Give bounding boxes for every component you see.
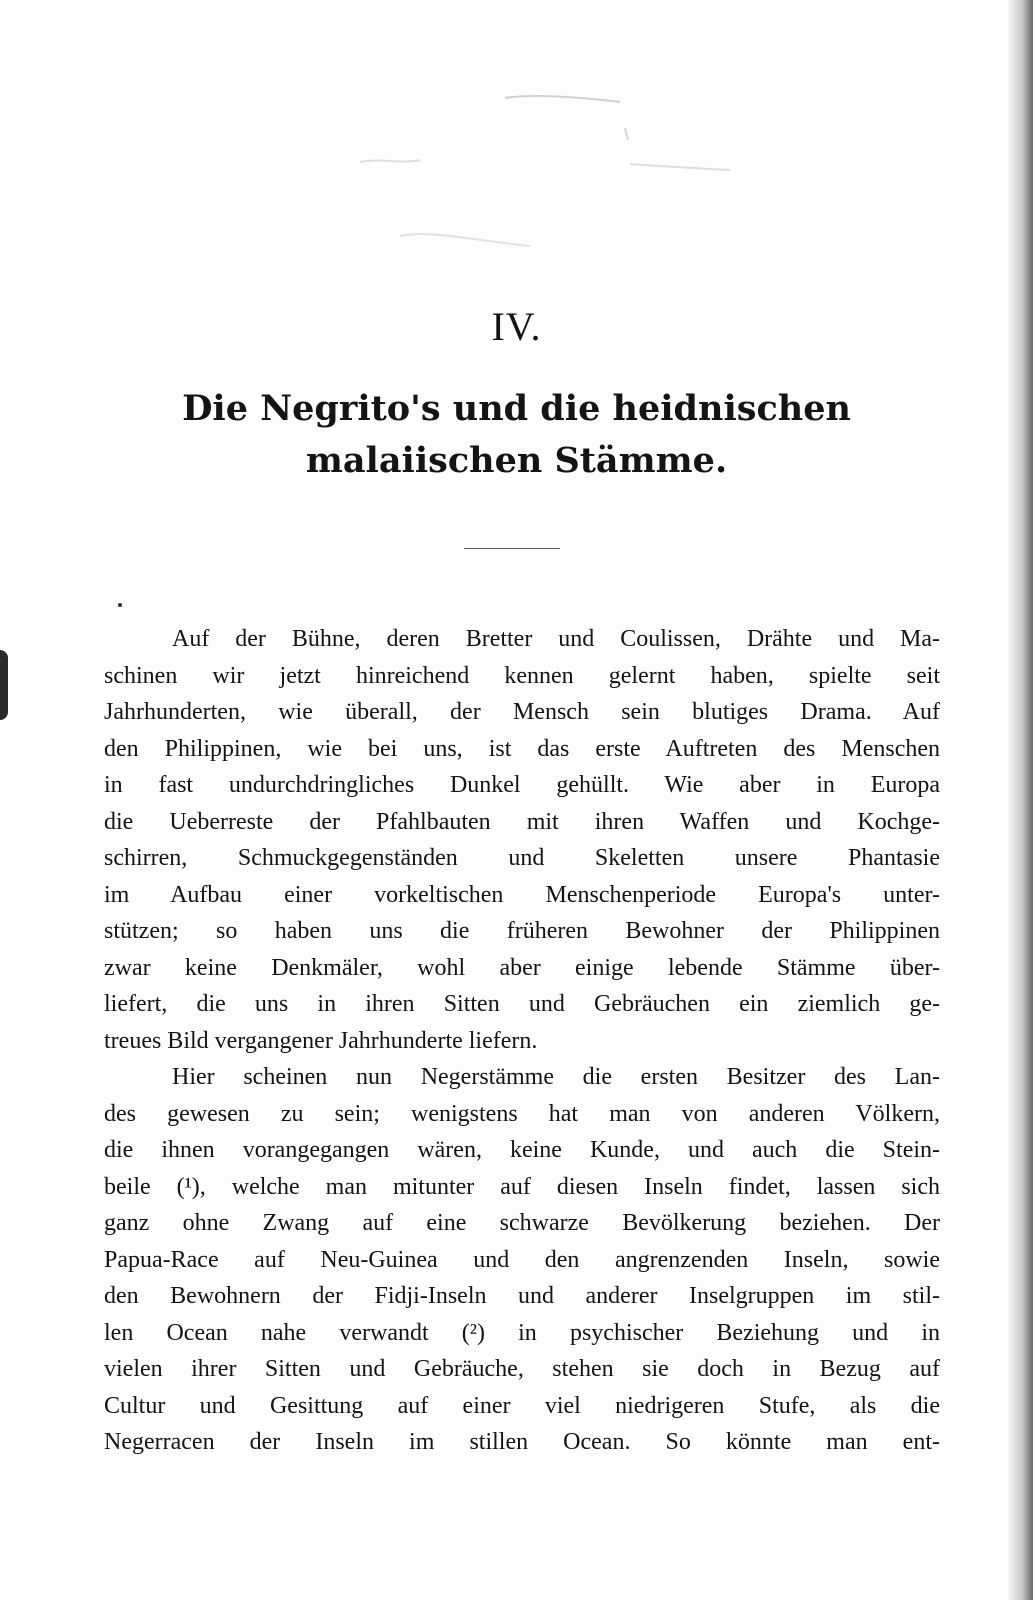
text-line: vielen ihrer Sitten und Gebräuche, stehen sie doch in Bezug auf — [104, 1356, 940, 1382]
text-line: Auf der Bühne, deren Bretter und Coulissen, Drähte und Ma- — [172, 626, 940, 652]
title-divider — [464, 548, 560, 549]
text-line: schirren, Schmuckgegenständen und Skeletten unsere Phantasie — [104, 845, 940, 871]
text-line: die Ueberreste der Pfahlbauten mit ihren Waffen und Kochge- — [104, 808, 940, 835]
faint-bleedthrough-marks — [340, 80, 760, 260]
text-line: ganz ohne Zwang auf eine schwarze Bevölkerung beziehen. Der — [104, 1210, 940, 1236]
paragraph — [104, 1059, 940, 1461]
text-line: des gewesen zu sein; wenigstens hat man von anderen Völkern, — [104, 1100, 940, 1127]
text-line: den Bewohnern der Fidji-Inseln und anderer Inselgruppen im stil- — [104, 1283, 940, 1309]
text-line: Papua-Race auf Neu-Guinea und den angrenzenden Inseln, sowie — [104, 1246, 940, 1273]
text-line: den Philippinen, wie bei uns, ist das erste Auftreten des Menschen — [104, 735, 940, 762]
text-line: im Aufbau einer vorkeltischen Menschenperiode Europa's unter- — [104, 881, 940, 908]
text-line: treues Bild vergangener Jahrhunderte liefern. — [104, 1027, 538, 1054]
text-line: in fast undurchdringliches Dunkel gehüllt. Wie aber in Europa — [104, 772, 940, 798]
chapter-numeral: IV. — [491, 304, 542, 349]
text-line: Negerracen der Inseln im stillen Ocean. So könnte man ent- — [104, 1429, 940, 1455]
ink-speck — [118, 603, 122, 607]
text-line: beile (¹), welche man mitunter auf diesen Inseln findet, lassen sich — [104, 1173, 940, 1200]
text-line: len Ocean nahe verwandt (²) in psychischer Beziehung und in — [104, 1319, 940, 1346]
text-line: Jahrhunderten, wie überall, der Mensch sein blutiges Drama. Auf — [104, 699, 940, 725]
body-text — [104, 621, 940, 1461]
chapter-title — [0, 383, 1033, 487]
chapter-title-line: malaiischen Stämme. — [305, 440, 728, 481]
text-line: die ihnen vorangegangen wären, keine Kunde, und auch die Stein- — [104, 1137, 940, 1163]
text-line: liefert, die uns in ihren Sitten und Gebräuchen ein ziemlich ge- — [104, 991, 940, 1017]
text-line: Hier scheinen nun Negerstämme die ersten Besitzer des Lan- — [172, 1064, 940, 1090]
chapter-title-line: Die Negrito's und die heidnischen — [182, 388, 851, 429]
text-line: stützen; so haben uns die früheren Bewohner der Philippinen — [104, 918, 940, 944]
page-edge-shadow — [1007, 0, 1033, 1600]
text-line: zwar keine Denkmäler, wohl aber einige lebende Stämme über- — [104, 954, 940, 981]
paragraph — [104, 621, 940, 1059]
text-line: Cultur und Gesittung auf einer viel niedrigeren Stufe, als die — [104, 1392, 940, 1419]
binding-mark — [0, 650, 8, 720]
text-line: schinen wir jetzt hinreichend kennen gelernt haben, spielte seit — [104, 662, 940, 689]
